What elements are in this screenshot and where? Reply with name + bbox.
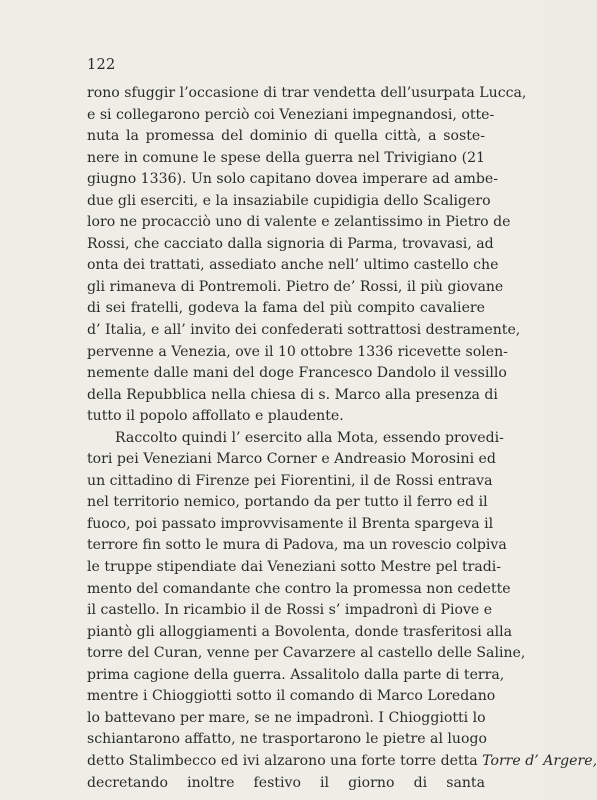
paragraph-end-line: tutto il popolo affollato e plaudente. — [87, 408, 344, 425]
text-line: giugno 1336). Un solo capitano dovea imperare ad ambe- — [87, 171, 498, 188]
text-line: di sei fratelli, godeva la fama del più compito cavaliere — [87, 300, 485, 317]
text-line: Rossi, che cacciato dalla signoria di Parma, trovavasi, ad — [87, 235, 494, 252]
text-line: le truppe stipendiate dai Veneziani sotto Mestre pel tradi- — [87, 559, 502, 576]
text-line: schiantarono affatto, ne trasportarono le pietre al luogo — [87, 731, 488, 748]
text-line: due gli eserciti, e la insaziabile cupidigia dello Scaligero — [87, 192, 491, 209]
text-line: d’ Italia, e all’ invito dei confederati sottrattosi destramente, — [87, 322, 521, 339]
text-line: e si collegarono perciò coi Veneziani impegnandosi, otte- — [87, 106, 495, 123]
text-line: della Repubblica nella chiesa di s. Marco alla presenza di — [87, 386, 498, 403]
text-line: loro ne procacciò uno di valente e zelantissimo in Pietro de — [87, 214, 511, 231]
body-text — [87, 83, 597, 794]
text-line: piantò gli alloggiamenti a Bovolenta, donde trasferitosi alla — [87, 623, 513, 640]
text-line: rono sfuggir l’occasione di trar vendetta dell’usurpata Lucca, — [87, 85, 527, 101]
text-line — [87, 751, 597, 773]
text-line: prima cagione della guerra. Assalitolo dalla parte di terra, — [87, 666, 505, 683]
text-line: tori pei Veneziani Marco Corner e Andreasio Morosini ed — [87, 451, 496, 468]
text-line: nel territorio nemico, portando da per tutto il ferro ed il — [87, 494, 488, 511]
text-line: nere in comune le spese della guerra nel Trivigiano (21 — [87, 149, 485, 166]
text-line: fuoco, poi passato improvvisamente il Brenta spargeva il — [87, 515, 494, 532]
text-line: nuta la promessa del dominio di quella città, a soste- — [87, 128, 485, 145]
text-line: un cittadino di Firenze pei Fiorentini, il de Rossi entrava — [87, 472, 493, 489]
text-line: lo battevano per mare, se ne impadronì. I Chioggiotti lo — [87, 709, 486, 726]
text-line: nemente dalle mani del doge Francesco Dandolo il vessillo — [87, 365, 507, 382]
text-line: decretando inoltre festivo il giorno di santa — [87, 774, 485, 791]
page-number: 122 — [87, 57, 116, 73]
paragraph-start-line: Raccolto quindi l’ esercito alla Mota, essendo provedi- — [115, 429, 504, 446]
text-line: il castello. In ricambio il de Rossi s’ impadronì di Piove e — [87, 602, 493, 619]
text-line: onta dei trattati, assediato anche nell’ ultimo castello che — [87, 257, 499, 274]
text-line: pervenne a Venezia, ove il 10 ottobre 1336 ricevette solen- — [87, 343, 508, 360]
italic-place-name: Torre d’ Argere, — [482, 752, 597, 769]
text-line: torre del Curan, venne per Cavarzere al castello delle Saline, — [87, 645, 526, 662]
text-line: mento del comandante che contro la promessa non cedette — [87, 580, 511, 597]
text-line: gli rimaneva di Pontremoli. Pietro de’ Rossi, il più giovane — [87, 278, 504, 295]
text-segment: detto Stalimbecco ed ivi alzarono una forte torre detta — [87, 752, 478, 769]
text-line: mentre i Chioggiotti sotto il comando di Marco Loredano — [87, 688, 496, 705]
text-line: terrore fin sotto le mura di Padova, ma un rovescio colpiva — [87, 537, 507, 554]
